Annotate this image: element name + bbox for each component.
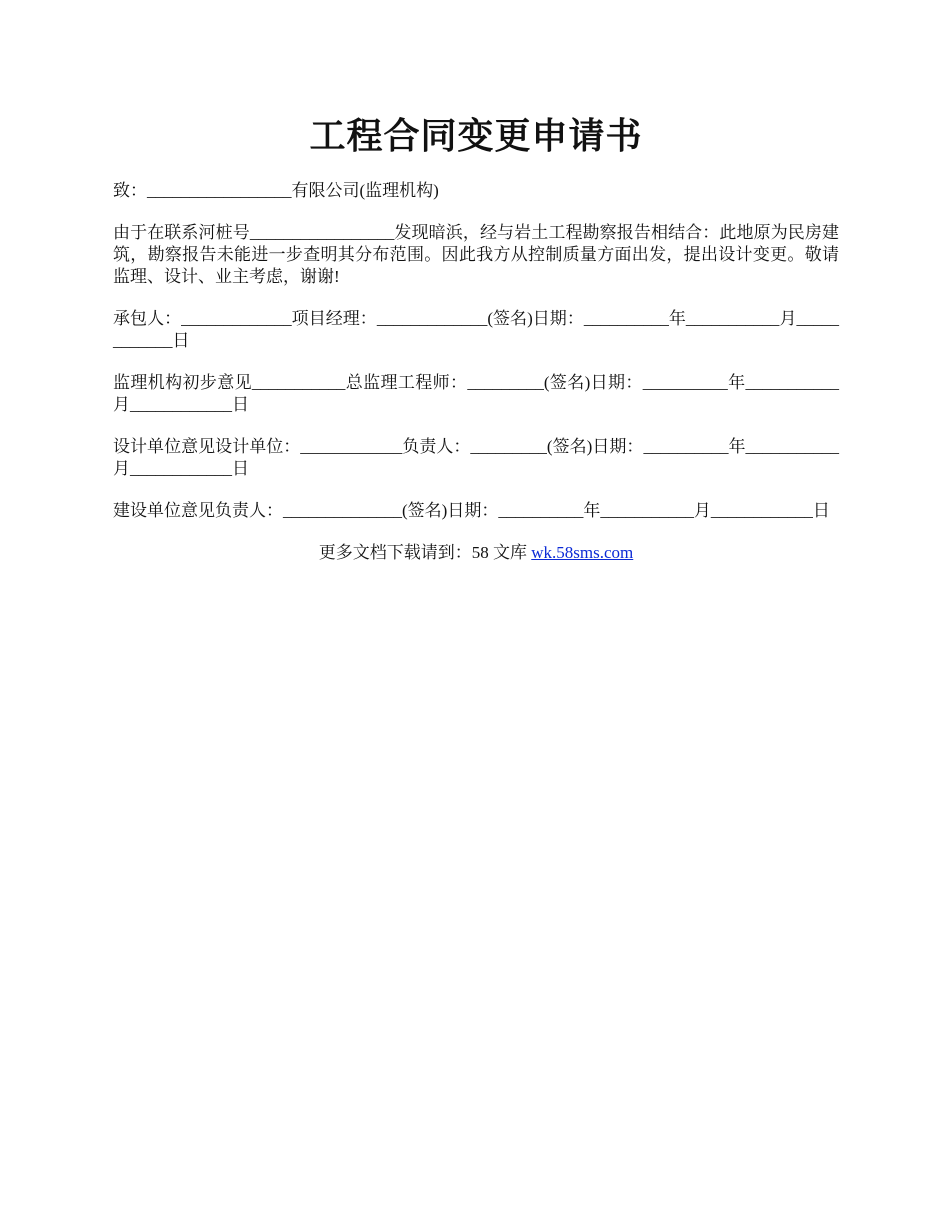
supervisor-opinion-line: 监理机构初步意见___________总监理工程师：_________(签名)日期：__________年___________月____________日 (113, 373, 839, 414)
addressee-line: 致：_________________有限公司(监理机构) (113, 181, 439, 200)
document-title: 工程合同变更申请书 (309, 116, 643, 156)
contractor-signature-line: 承包人：_____________项目经理：_____________(签名)日期：__________年___________月____________日 (113, 309, 839, 350)
reason-paragraph: 由于在联系河桩号_________________发现暗浜，经与岩土工程勘察报告相结合：此地原为民房建筑，勘察报告未能进一步查明其分布范围。因此我方从控制质量方面出发，提出设计变更。敬请监理、设计、业主考虑，谢谢! (113, 223, 839, 286)
design-unit-opinion-line: 设计单位意见设计单位：____________负责人：_________(签名)日期：__________年___________月____________日 (113, 437, 839, 478)
footer-link[interactable]: wk.58sms.com (531, 543, 634, 562)
footer-prefix: 更多文档下载请到：58 文库 (318, 543, 532, 562)
document-body (113, 110, 839, 564)
footer-download-note (113, 542, 839, 564)
owner-opinion-line: 建设单位意见负责人：______________(签名)日期：__________年___________月____________日 (113, 501, 830, 520)
